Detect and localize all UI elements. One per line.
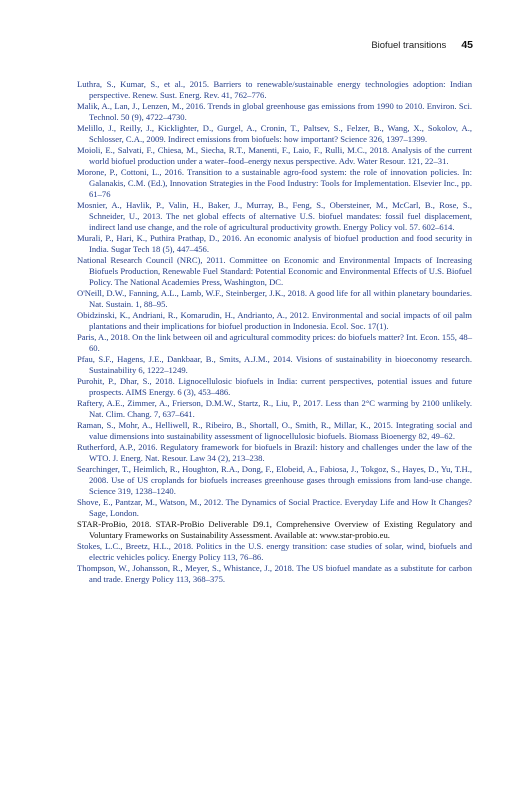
running-header xyxy=(371,39,473,53)
reference-item[interactable]: Pfau, S.F., Hagens, J.E., Dankbaar, B., Smits, A.J.M., 2014. Visions of sustainability in bioeconomy research. Sustainability 6, 1222–1249. xyxy=(77,354,472,375)
reference-item[interactable]: Obidzinski, K., Andriani, R., Komarudin, H., Andrianto, A., 2012. Environmental and social impacts of oil palm plantations and their implications for biofuel production in Indonesia. Ecol. Soc. 17(1). xyxy=(77,310,472,331)
reference-item[interactable]: National Research Council (NRC), 2011. Committee on Economic and Environmental Impacts of Increasing Biofuels Production, Renewable Fuel Standard: Potential Economic and Environmental Effects of U.S. Biofuel Policy. The National Academies Press, Washington, DC. xyxy=(77,255,472,287)
reference-list xyxy=(77,79,472,585)
reference-item[interactable]: Moioli, E., Salvati, F., Chiesa, M., Siecha, R.T., Manenti, F., Laio, F., Rulli, M.C., 2018. Analysis of the current world biofuel production under a water–food–energy nexus perspective. Adv. Water Resour. 121, 22–31. xyxy=(77,145,472,166)
reference-item[interactable]: O'Neill, D.W., Fanning, A.L., Lamb, W.F., Steinberger, J.K., 2018. A good life for all within planetary boundaries. Nat. Sustain. 1, 88–95. xyxy=(77,288,472,309)
running-header-section: Biofuel transitions xyxy=(371,40,447,51)
page-number: 45 xyxy=(461,39,473,51)
reference-item: STAR-ProBio, 2018. STAR-ProBio Deliverable D9.1, Comprehensive Overview of Existing Regulatory and Voluntary Frameworks on Sustainability Assessment. Available at: www.star-probio.eu. xyxy=(77,519,472,540)
reference-item[interactable]: Morone, P., Cottoni, L., 2016. Transition to a sustainable agro-food system: the role of innovation policies. In: Galanakis, C.M. (Ed.), Innovation Strategies in the Food Industry: Tools for Implementation. Elsevier Inc., pp. 61–76 xyxy=(77,167,472,199)
reference-item[interactable]: Mosnier, A., Havlik, P., Valin, H., Baker, J., Murray, B., Feng, S., Obersteiner, M., McCarl, B., Rose, S., Schneider, U., 2013. The net global effects of alternative U.S. biofuel mandates: fossil fuel displacement, indirect land use change, and the role of agricultural productivity growth. Energy Policy vol. 57. 602–614. xyxy=(77,200,472,232)
reference-item[interactable]: Stokes, L.C., Breetz, H.L., 2018. Politics in the U.S. energy transition: case studies of solar, wind, biofuels and electric vehicles policy. Energy Policy 113, 76–86. xyxy=(77,541,472,562)
reference-item[interactable]: Thompson, W., Johansson, R., Meyer, S., Whistance, J., 2018. The US biofuel mandate as a substitute for carbon and trade. Energy Policy 113, 368–375. xyxy=(77,563,472,584)
reference-item[interactable]: Luthra, S., Kumar, S., et al., 2015. Barriers to renewable/sustainable energy technologies adoption: Indian perspective. Renew. Sust. Energ. Rev. 41, 762–776. xyxy=(77,79,472,100)
reference-item[interactable]: Raftery, A.E., Zimmer, A., Frierson, D.M.W., Startz, R., Liu, P., 2017. Less than 2°C warming by 2100 unlikely. Nat. Clim. Chang. 7, 637–641. xyxy=(77,398,472,419)
reference-item[interactable]: Murali, P., Hari, K., Puthira Prathap, D., 2016. An economic analysis of biofuel production and food security in India. Sugar Tech 18 (5), 447–456. xyxy=(77,233,472,254)
reference-item[interactable]: Rutherford, A.P., 2016. Regulatory framework for biofuels in Brazil: history and challenges under the law of the WTO. J. Energ. Nat. Resour. Law 34 (2), 213–238. xyxy=(77,442,472,463)
reference-item[interactable]: Paris, A., 2018. On the link between oil and agricultural commodity prices: do biofuels matter? Int. Econ. 155, 48–60. xyxy=(77,332,472,353)
reference-item[interactable]: Melillo, J., Reilly, J., Kicklighter, D., Gurgel, A., Cronin, T., Paltsev, S., Felzer, B., Wang, X., Sokolov, A., Schlosser, C.A., 2009. Indirect emissions from biofuels: how important? Science 326, 1397–1399. xyxy=(77,123,472,144)
reference-item[interactable]: Shove, E., Pantzar, M., Watson, M., 2012. The Dynamics of Social Practice. Everyday Life and How It Changes? Sage, London. xyxy=(77,497,472,518)
reference-item[interactable]: Malik, A., Lan, J., Lenzen, M., 2016. Trends in global greenhouse gas emissions from 1990 to 2010. Environ. Sci. Technol. 50 (9), 4722–4730. xyxy=(77,101,472,122)
reference-item[interactable]: Purohit, P., Dhar, S., 2018. Lignocellulosic biofuels in India: current perspectives, potential issues and future prospects. AIMS Energy. 6 (3), 453–486. xyxy=(77,376,472,397)
reference-item[interactable]: Searchinger, T., Heimlich, R., Houghton, R.A., Dong, F., Elobeid, A., Fabiosa, J., Tokgoz, S., Hayes, D., Yu, T.H., 2008. Use of US croplands for biofuels increases greenhouse gases through emissions from land-use change. Science 319, 1238–1240. xyxy=(77,464,472,496)
reference-item[interactable]: Raman, S., Mohr, A., Helliwell, R., Ribeiro, B., Shortall, O., Smith, R., Millar, K., 2015. Integrating social and value dimensions into sustainability assessment of lignocellulosic biofuels. Biomass Bioenergy 82, 49–62. xyxy=(77,420,472,441)
